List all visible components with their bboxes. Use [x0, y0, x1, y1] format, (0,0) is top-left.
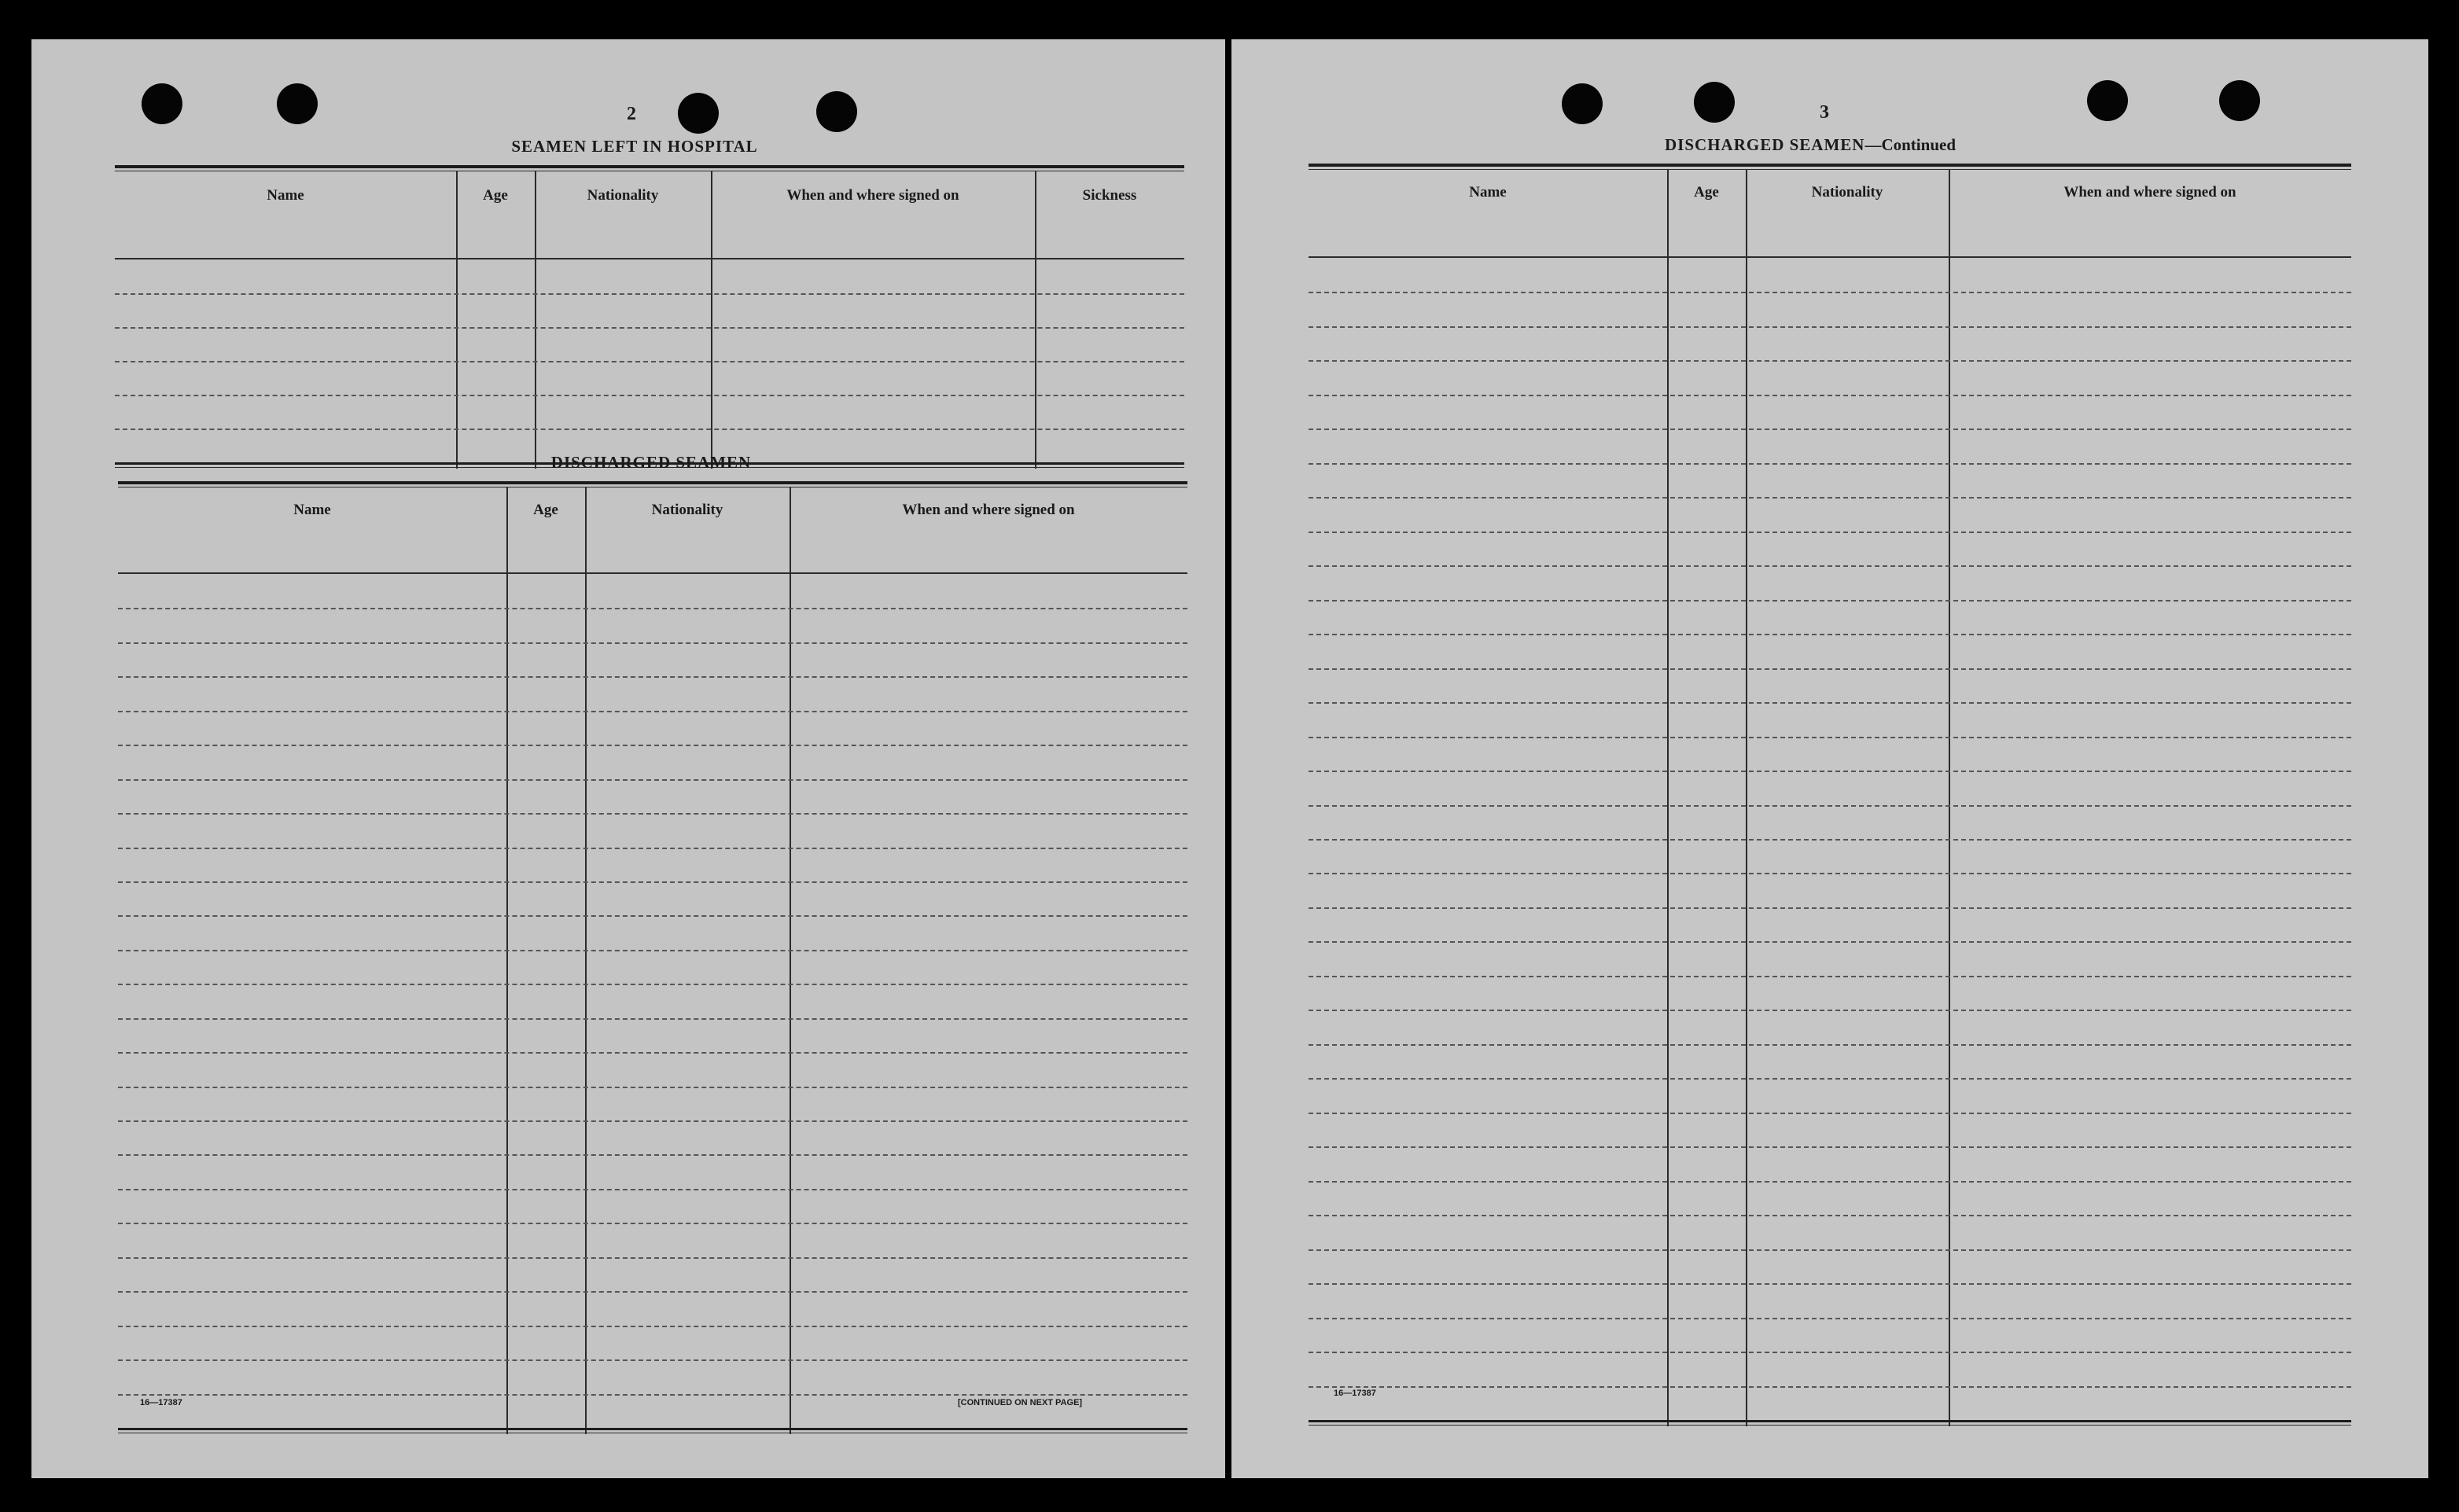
punch-hole [816, 91, 857, 132]
table-row [118, 1189, 1187, 1190]
column-header-nationality: Nationality [587, 187, 659, 204]
table-row [1309, 292, 2351, 293]
table-row [118, 1052, 1187, 1054]
page-number: 2 [627, 104, 636, 124]
table-row [118, 1291, 1187, 1293]
table-row [118, 642, 1187, 644]
table-row [1309, 429, 2351, 430]
table-row [1309, 497, 2351, 498]
discharged-continued-table [1309, 164, 2351, 1426]
table-row [1309, 976, 2351, 977]
table-row [1309, 1113, 2351, 1114]
column-header-name: Name [1469, 184, 1507, 200]
table-row [1309, 771, 2351, 772]
table-row [1309, 1318, 2351, 1319]
table-row [118, 1326, 1187, 1327]
table-row [118, 608, 1187, 609]
table-row [115, 293, 1184, 295]
table-row [1309, 1352, 2351, 1353]
table-row [1309, 668, 2351, 670]
table-row [1309, 395, 2351, 396]
table-row [118, 813, 1187, 815]
column-header-age: Age [533, 502, 558, 518]
table-row [1309, 702, 2351, 704]
column-header-sickness: Sickness [1082, 187, 1137, 204]
table-row [118, 950, 1187, 951]
form-number: 16—17387 [1334, 1389, 1376, 1398]
table-row [118, 1154, 1187, 1156]
page-number: 3 [1820, 102, 1829, 123]
column-header-signed-on: When and where signed on [786, 187, 959, 204]
discharged-table-title: DISCHARGED SEAMEN [550, 453, 752, 472]
punch-hole [277, 83, 318, 124]
table-row [115, 361, 1184, 362]
table-row [1309, 463, 2351, 465]
table-row [118, 779, 1187, 781]
hospital-table-title: SEAMEN LEFT IN HOSPITAL [511, 137, 758, 156]
table-row [1309, 1386, 2351, 1388]
table-row [1309, 565, 2351, 567]
table-row [118, 848, 1187, 849]
table-row [118, 881, 1187, 883]
table-row [118, 1087, 1187, 1088]
table-row [1309, 1146, 2351, 1148]
right-page [1231, 39, 2428, 1478]
table-row [1309, 839, 2351, 841]
punch-hole [678, 93, 719, 134]
column-header-age: Age [483, 187, 508, 204]
table-row [1309, 532, 2351, 533]
table-row [118, 745, 1187, 746]
table-row [1309, 1078, 2351, 1080]
title-continued: —Continued [1864, 135, 1956, 154]
column-header-signed-on: When and where signed on [2063, 184, 2236, 200]
hospital-table [115, 165, 1184, 469]
table-row [118, 984, 1187, 985]
table-row [1309, 1249, 2351, 1251]
table-row [1309, 941, 2351, 943]
column-header-age: Age [1694, 184, 1719, 200]
table-row [1309, 907, 2351, 909]
punch-hole [1694, 82, 1735, 123]
table-row [115, 395, 1184, 396]
discharged-continued-title [1665, 135, 1956, 155]
table-row [1309, 1215, 2351, 1216]
column-header-signed-on: When and where signed on [902, 502, 1075, 518]
column-header-name: Name [267, 187, 304, 204]
table-row [115, 429, 1184, 430]
table-row [1309, 326, 2351, 328]
table-row [118, 1257, 1187, 1259]
table-row [1309, 805, 2351, 807]
table-row [118, 711, 1187, 712]
table-row [118, 1394, 1187, 1396]
table-row [1309, 600, 2351, 601]
form-number: 16—17387 [140, 1398, 182, 1407]
table-row [1309, 1181, 2351, 1183]
table-row [1309, 634, 2351, 635]
table-row [1309, 360, 2351, 362]
column-header-nationality: Nationality [651, 502, 723, 518]
table-row [1309, 873, 2351, 874]
table-row [118, 1359, 1187, 1361]
table-row [118, 1120, 1187, 1122]
table-row [115, 327, 1184, 329]
left-page [31, 39, 1225, 1478]
table-row [118, 676, 1187, 678]
punch-hole [2087, 80, 2128, 121]
table-row [118, 915, 1187, 917]
table-row [1309, 1010, 2351, 1011]
title-text: DISCHARGED SEAMEN [1665, 135, 1865, 154]
punch-hole [1562, 83, 1603, 124]
column-header-nationality: Nationality [1811, 184, 1883, 200]
column-header-name: Name [293, 502, 331, 518]
punch-hole [2219, 80, 2260, 121]
punch-hole [142, 83, 182, 124]
table-row [118, 1018, 1187, 1020]
continued-note: [CONTINUED ON NEXT PAGE] [958, 1398, 1083, 1407]
discharged-table [118, 481, 1187, 1434]
table-row [1309, 1044, 2351, 1046]
table-row [1309, 1283, 2351, 1285]
table-row [1309, 737, 2351, 738]
table-row [118, 1223, 1187, 1224]
